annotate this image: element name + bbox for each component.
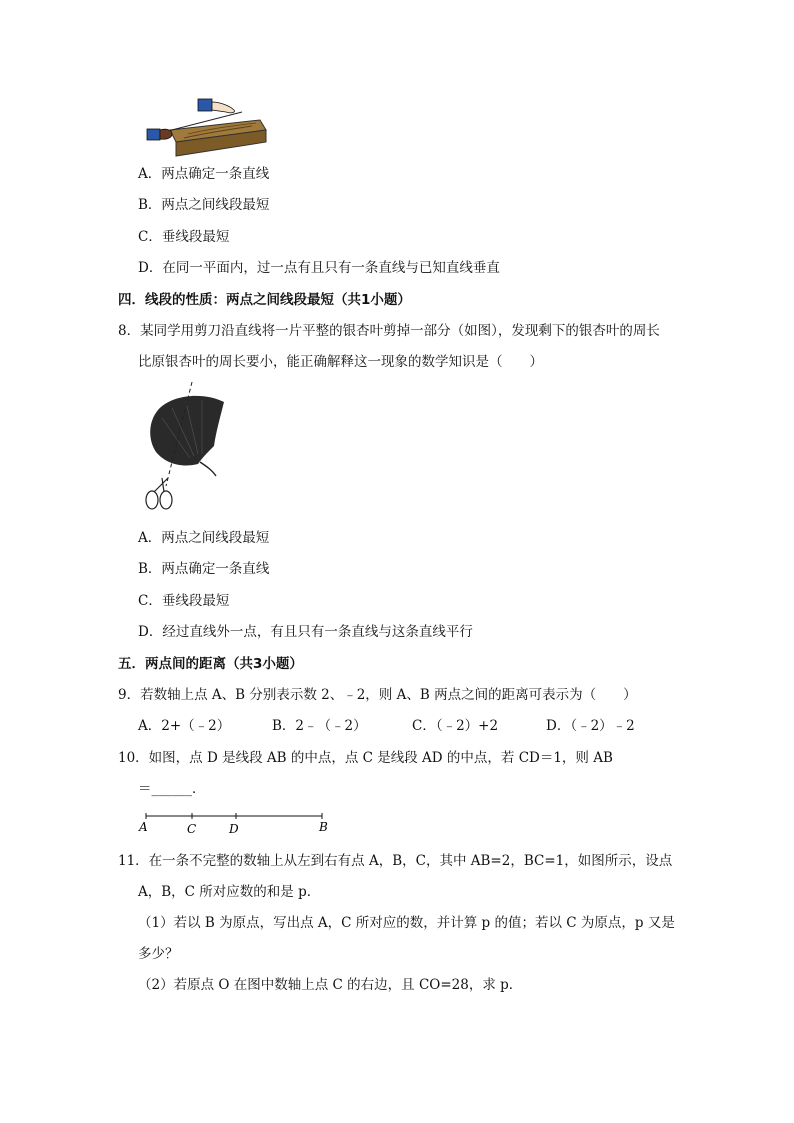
q7-option-d: D．在同一平面内，过一点有且只有一条直线与已知直线垂直 [138, 260, 500, 276]
label-a: A [139, 820, 148, 834]
q8-option-b: B．两点确定一条直线 [138, 561, 270, 577]
q7-option-b: B．两点之间线段最短 [138, 197, 270, 213]
label-c: C [187, 822, 197, 836]
q11-part1-line1: （1）若以 B 为原点，写出点 A，C 所对应的数，并计算 p 的值；若以 C 为原点，p 又是 [138, 915, 675, 931]
q8-option-d: D．经过直线外一点，有且只有一条直线与这条直线平行 [138, 624, 473, 640]
q8-text-line2: 比原银杏叶的周长要小，能正确解释这一现象的数学知识是（ ） [138, 354, 543, 370]
label-d: D [229, 822, 239, 836]
q7-option-a: A．两点确定一条直线 [138, 166, 270, 182]
q8-option-c: C．垂线段最短 [138, 593, 230, 609]
q8-text-line1: 8．某同学用剪刀沿直线将一片平整的银杏叶剪掉一部分（如图），发现剩下的银杏叶的周长 [118, 323, 660, 339]
q7-option-c: C．垂线段最短 [138, 229, 230, 245]
q9-option-b: B．2﹣（﹣2） [272, 718, 367, 734]
section-4-heading: 四．线段的性质：两点之间线段最短（共1小题） [118, 292, 411, 308]
q9-option-d: D．（﹣2）﹣2 [546, 718, 635, 734]
q10-text-line2: ＝______． [138, 781, 206, 797]
q11-text-line1: 11．在一条不完整的数轴上从左到右有点 A，B，C，其中 AB=2，BC=1，如图所示，设点 [118, 853, 673, 869]
section-5-heading: 五．两点间的距离（共3小题） [118, 656, 303, 672]
label-b: B [319, 820, 328, 834]
segment-figure [136, 808, 336, 838]
q11-text-line2: A，B，C 所对应数的和是 p． [138, 884, 321, 900]
q9-option-a: A．2+（﹣2） [138, 718, 231, 734]
q11-part2: （2）若原点 O 在图中数轴上点 C 的右边，且 CO=28，求 p． [138, 977, 523, 993]
q9-option-c: C．（﹣2）+2 [412, 718, 499, 734]
board-string-figure [138, 96, 268, 160]
q9-text: 9．若数轴上点 A、B 分别表示数 2、﹣2，则 A、B 两点之间的距离可表示为（ ） [118, 687, 637, 703]
q8-option-a: A．两点之间线段最短 [138, 530, 270, 546]
ginkgo-leaf-figure [138, 382, 232, 514]
q11-part1-line2: 多少？ [138, 946, 179, 962]
q10-text-line1: 10．如图，点 D 是线段 AB 的中点，点 C 是线段 AD 的中点，若 CD＝1，则 AB [118, 750, 613, 766]
